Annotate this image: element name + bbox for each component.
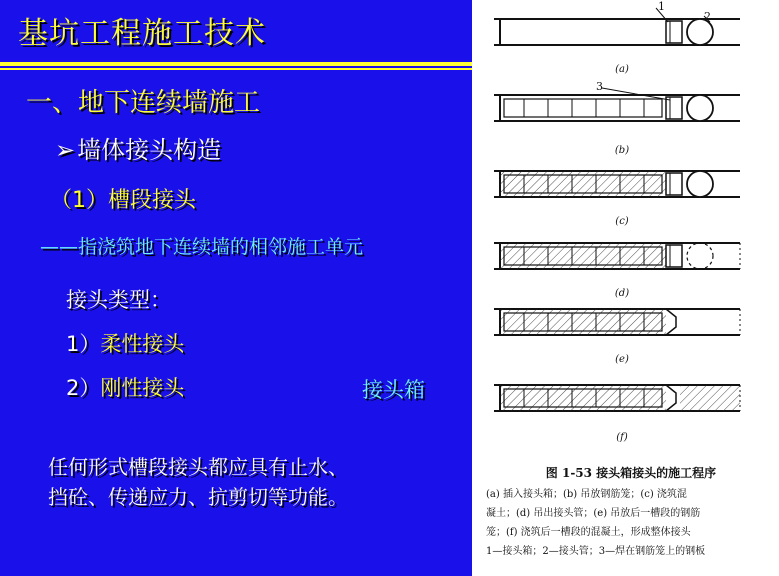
joint-box-label: 接头箱 xyxy=(362,378,425,402)
caption-title: 图 1-53 接头箱接头的施工程序 xyxy=(545,466,717,480)
rebar-cage xyxy=(504,99,662,117)
joint-type-rigid xyxy=(66,372,184,402)
callout-3: 3 xyxy=(596,80,603,93)
item-number: 2） xyxy=(66,376,101,400)
slide-title: 基坑工程施工技术 xyxy=(18,16,266,51)
caption-line: 笼；(f) 浇筑后一槽段的混凝土，形成整体接头 xyxy=(486,527,691,538)
joint-seam xyxy=(666,385,676,411)
panel-label: (c) xyxy=(615,216,629,227)
concrete-fill-next xyxy=(680,385,740,411)
joint-box xyxy=(666,97,682,119)
title-underline-thin xyxy=(0,68,472,70)
callout-1: 1 xyxy=(658,0,665,13)
joint-seam xyxy=(666,309,676,335)
panel-label: (f) xyxy=(616,432,628,443)
joint-box-figure xyxy=(472,0,779,576)
caption-line: 1—接头箱；2—接头管；3—焊在钢筋笼上的钢板 xyxy=(486,546,706,557)
heading-wall-joint-text: 墙体接头构造 xyxy=(77,136,222,164)
joint-box xyxy=(666,245,682,267)
joint-box xyxy=(666,21,682,43)
function-note xyxy=(48,452,348,512)
title-underline xyxy=(0,62,472,66)
joint-pipe xyxy=(687,171,713,197)
heading-diaphragm-wall: 一、地下连续墙施工 xyxy=(26,88,261,118)
caption-line: 凝土；(d) 吊出接头管；(e) 吊放后一槽段的钢筋 xyxy=(486,508,701,519)
item-number: 1） xyxy=(66,332,101,356)
panel-label: (a) xyxy=(615,64,629,75)
joint-description: ——指浇筑地下连续墙的相邻施工单元 xyxy=(40,236,364,258)
heading-panel-joint: （1）槽段接头 xyxy=(50,188,196,213)
item-text: 刚性接头 xyxy=(100,376,185,400)
joint-type-flexible xyxy=(66,328,184,358)
panel-label: (b) xyxy=(614,145,630,156)
note-line: 挡砼、传递应力、抗剪切等功能。 xyxy=(48,485,348,509)
callout-2: 2 xyxy=(704,10,711,23)
item-text: 柔性接头 xyxy=(100,332,185,356)
joint-types-label: 接头类型： xyxy=(66,288,171,312)
panel-label: (d) xyxy=(614,288,630,299)
figure-caption xyxy=(486,464,776,561)
heading-wall-joint xyxy=(55,130,221,165)
caption-line: (a) 插入接头箱；(b) 吊放钢筋笼；(c) 浇筑混 xyxy=(486,489,687,500)
joint-pipe xyxy=(687,95,713,121)
joint-box xyxy=(666,173,682,195)
bullet-arrow-icon: ➢ xyxy=(55,136,76,164)
panel-label: (e) xyxy=(615,354,629,365)
note-line: 任何形式槽段接头都应具有止水、 xyxy=(48,455,348,479)
pipe-void xyxy=(687,243,713,269)
construction-sequence-diagram xyxy=(472,0,779,464)
